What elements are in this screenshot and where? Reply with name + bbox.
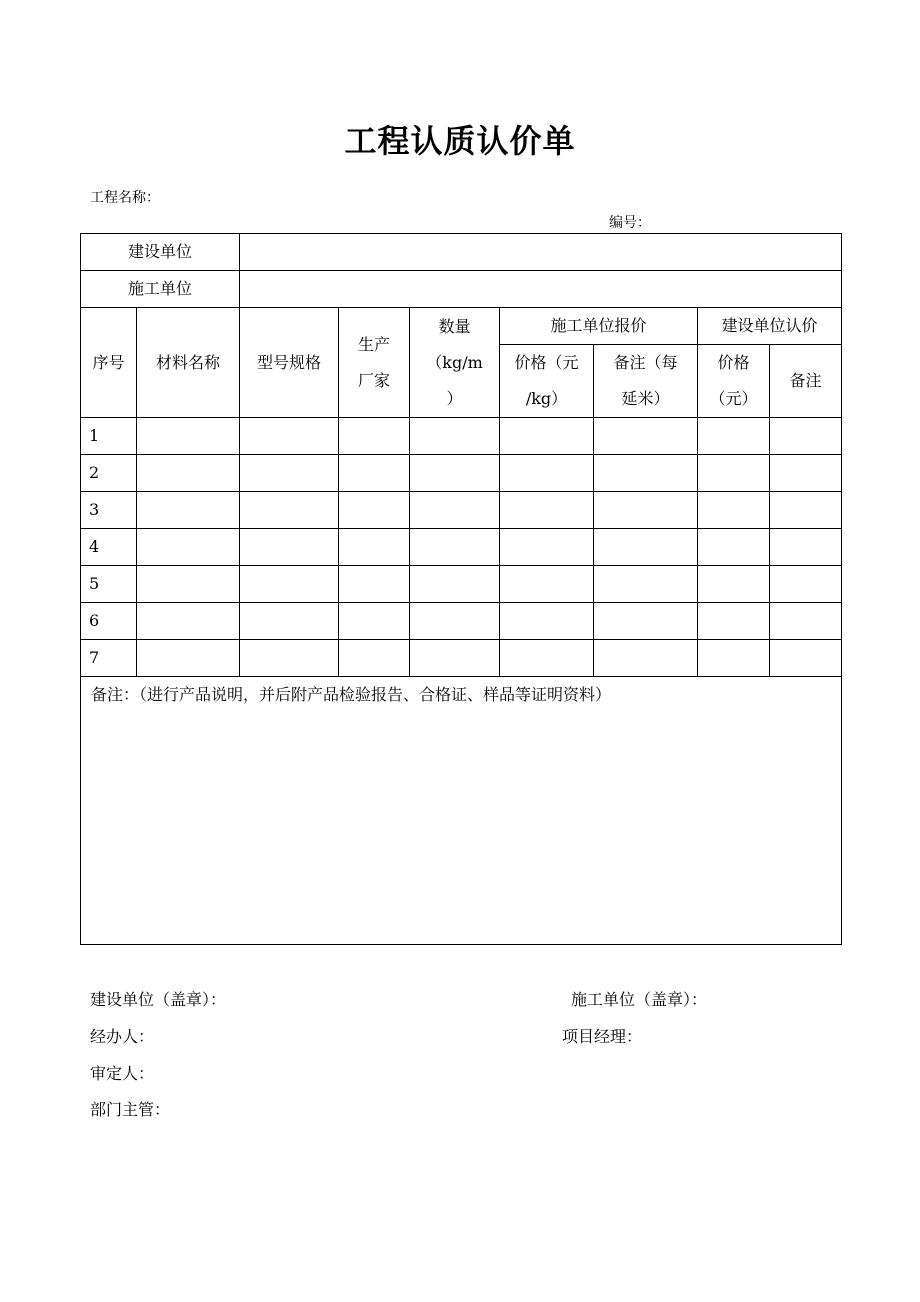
remark-row <box>81 677 842 945</box>
table-cell[interactable] <box>339 529 410 566</box>
contractor-unit-row <box>81 271 842 308</box>
table-cell[interactable] <box>698 640 770 677</box>
header-qty-line2: （kg/m <box>426 352 483 372</box>
handler-label: 经办人： <box>90 1027 155 1046</box>
table-cell[interactable] <box>137 603 240 640</box>
table-cell[interactable] <box>594 455 698 492</box>
header-qty-line3: ） <box>446 388 463 408</box>
table-row <box>81 455 842 492</box>
table-cell[interactable] <box>410 418 500 455</box>
header-owner-price-line1: 价格 <box>717 353 750 372</box>
table-cell[interactable] <box>410 566 500 603</box>
pricing-table <box>80 233 842 945</box>
header-maker-line2: 厂家 <box>358 370 391 390</box>
header-material: 材料名称 <box>137 308 240 418</box>
contractor-unit-label: 施工单位 <box>81 271 240 308</box>
table-cell[interactable] <box>500 455 594 492</box>
header-contractor-quote: 施工单位报价 <box>500 308 698 345</box>
table-cell[interactable] <box>240 603 339 640</box>
table-cell[interactable] <box>137 418 240 455</box>
table-cell[interactable] <box>770 566 842 603</box>
header-contractor-note <box>594 345 698 418</box>
table-row <box>81 418 842 455</box>
table-cell[interactable] <box>410 492 500 529</box>
header-contractor-note-line2: 延米） <box>621 389 670 408</box>
header-contractor-price <box>500 345 594 418</box>
table-cell[interactable] <box>240 455 339 492</box>
header-contractor-price-line1: 价格（元 <box>514 353 579 372</box>
table-cell[interactable] <box>410 640 500 677</box>
table-cell[interactable] <box>410 455 500 492</box>
contractor-unit-value[interactable] <box>240 271 842 308</box>
table-cell[interactable] <box>698 566 770 603</box>
owner-unit-label: 建设单位 <box>81 234 240 271</box>
row-number: 1 <box>81 418 137 455</box>
table-cell[interactable] <box>240 566 339 603</box>
header-maker <box>339 308 410 418</box>
header-owner-price-line2: （元） <box>709 389 758 408</box>
table-cell[interactable] <box>594 603 698 640</box>
row-number: 3 <box>81 492 137 529</box>
table-cell[interactable] <box>339 455 410 492</box>
table-cell[interactable] <box>137 529 240 566</box>
remark-cell[interactable]: 备注：（进行产品说明，并后附产品检验报告、合格证、样品等证明资料） <box>81 677 842 945</box>
table-cell[interactable] <box>500 603 594 640</box>
table-cell[interactable] <box>698 418 770 455</box>
header-seq: 序号 <box>81 308 137 418</box>
owner-unit-row <box>81 234 842 271</box>
header-owner-confirm: 建设单位认价 <box>698 308 842 345</box>
table-cell[interactable] <box>137 455 240 492</box>
table-cell[interactable] <box>339 418 410 455</box>
header-qty <box>410 308 500 418</box>
table-cell[interactable] <box>594 529 698 566</box>
reviewer-label: 审定人： <box>90 1064 155 1083</box>
table-cell[interactable] <box>770 492 842 529</box>
table-cell[interactable] <box>698 492 770 529</box>
table-cell[interactable] <box>240 529 339 566</box>
project-name-label: 工程名称： <box>90 190 160 206</box>
row-number: 2 <box>81 455 137 492</box>
table-row <box>81 603 842 640</box>
table-cell[interactable] <box>500 418 594 455</box>
table-cell[interactable] <box>137 566 240 603</box>
table-cell[interactable] <box>698 455 770 492</box>
table-cell[interactable] <box>339 566 410 603</box>
table-cell[interactable] <box>594 640 698 677</box>
table-cell[interactable] <box>770 455 842 492</box>
table-cell[interactable] <box>500 529 594 566</box>
table-cell[interactable] <box>698 603 770 640</box>
header-contractor-note-line1: 备注（每 <box>613 353 678 372</box>
table-cell[interactable] <box>770 529 842 566</box>
table-cell[interactable] <box>339 640 410 677</box>
table-cell[interactable] <box>240 418 339 455</box>
table-cell[interactable] <box>594 566 698 603</box>
table-row <box>81 640 842 677</box>
table-cell[interactable] <box>240 640 339 677</box>
table-row <box>81 529 842 566</box>
table-cell[interactable] <box>410 529 500 566</box>
header-owner-note: 备注 <box>770 345 842 418</box>
table-cell[interactable] <box>770 418 842 455</box>
header-qty-line1: 数量 <box>438 316 471 336</box>
table-cell[interactable] <box>594 492 698 529</box>
table-cell[interactable] <box>500 492 594 529</box>
owner-unit-value[interactable] <box>240 234 842 271</box>
table-cell[interactable] <box>594 418 698 455</box>
header-contractor-price-line2: /kg） <box>525 389 568 408</box>
page-title: 工程认质认价单 <box>344 122 576 160</box>
table-cell[interactable] <box>770 603 842 640</box>
project-manager-label: 项目经理： <box>562 1027 643 1046</box>
table-cell[interactable] <box>137 640 240 677</box>
header-model: 型号规格 <box>240 308 339 418</box>
table-cell[interactable] <box>500 566 594 603</box>
table-cell[interactable] <box>770 640 842 677</box>
table-cell[interactable] <box>500 640 594 677</box>
row-number: 5 <box>81 566 137 603</box>
header-owner-price <box>698 345 770 418</box>
data-rows <box>81 418 842 677</box>
table-row <box>81 566 842 603</box>
table-cell[interactable] <box>410 603 500 640</box>
number-label: 编号： <box>609 215 651 231</box>
owner-seal-label: 建设单位（盖章）： <box>90 990 227 1009</box>
table-cell[interactable] <box>339 603 410 640</box>
contractor-seal-label: 施工单位（盖章）： <box>571 990 708 1009</box>
row-number: 6 <box>81 603 137 640</box>
table-cell[interactable] <box>698 529 770 566</box>
row-number: 4 <box>81 529 137 566</box>
header-maker-line1: 生产 <box>358 334 391 354</box>
row-number: 7 <box>81 640 137 677</box>
dept-head-label: 部门主管： <box>90 1100 171 1119</box>
table-row <box>81 492 842 529</box>
table-cell[interactable] <box>240 492 339 529</box>
table-cell[interactable] <box>137 492 240 529</box>
header-row-1 <box>81 308 842 345</box>
table-cell[interactable] <box>339 492 410 529</box>
